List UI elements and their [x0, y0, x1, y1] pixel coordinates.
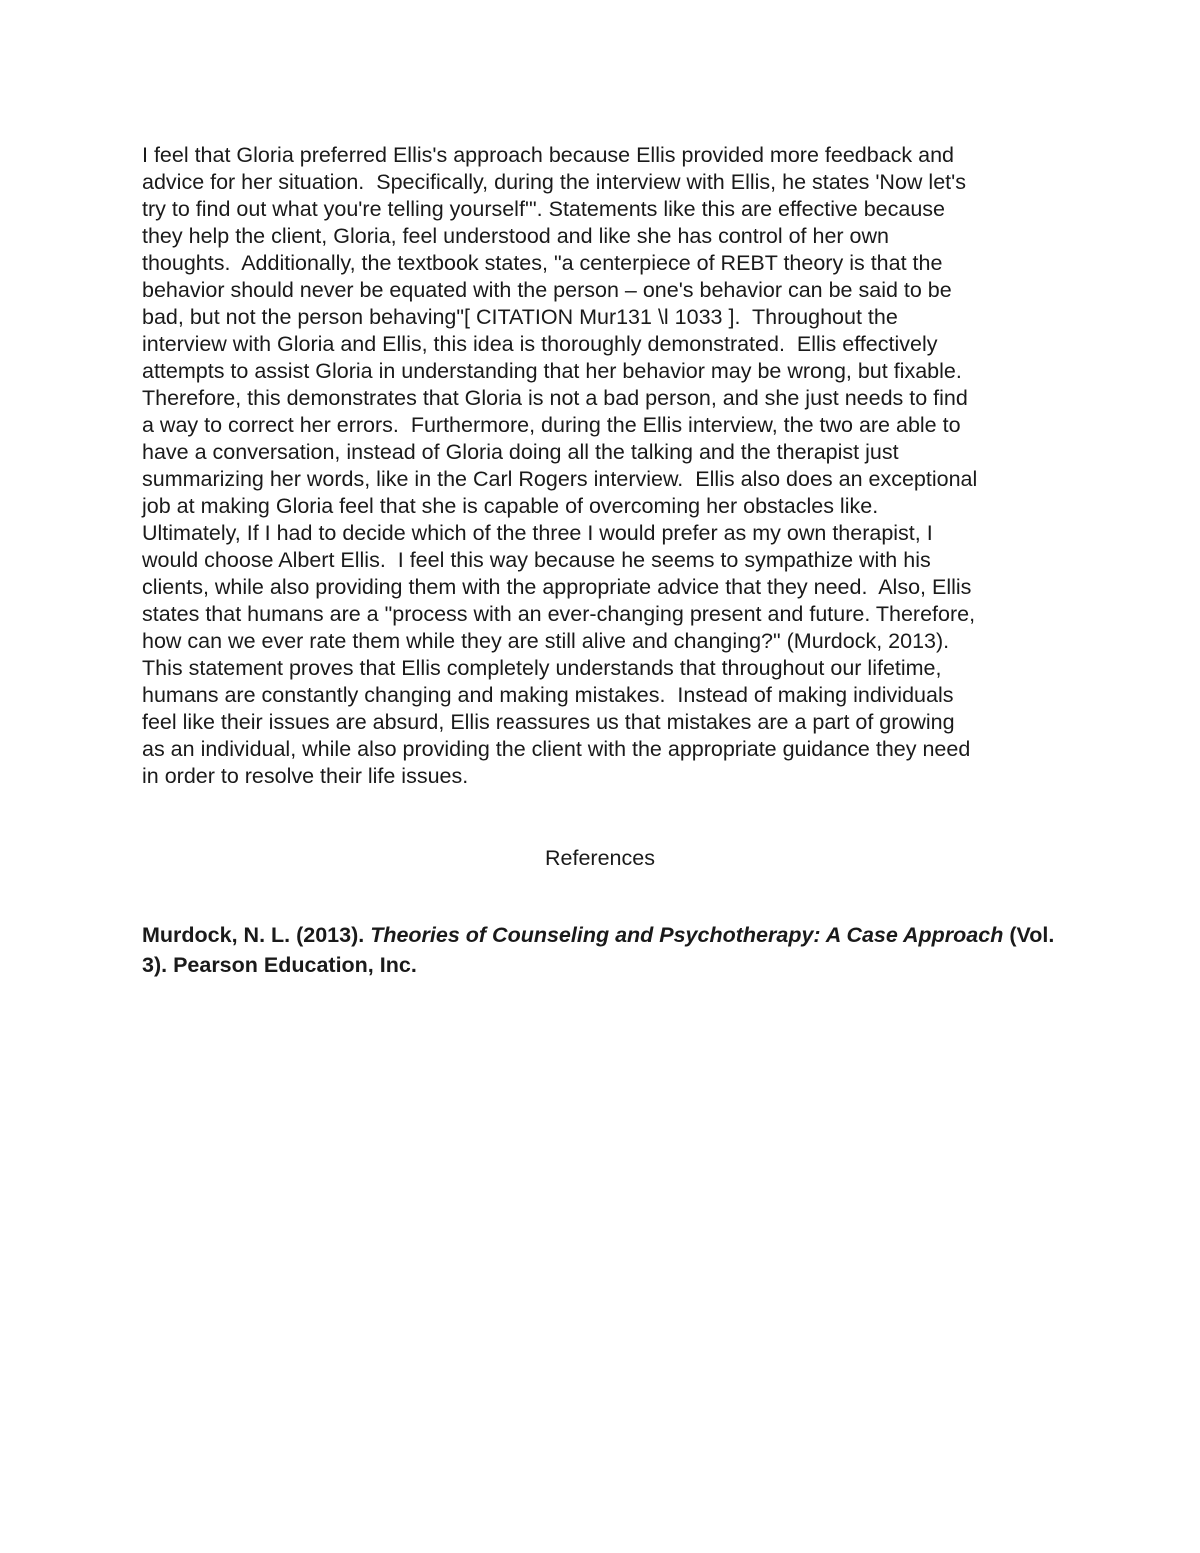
reference-title: Theories of Counseling and Psychotherapy: A Case Approach: [370, 923, 1004, 947]
paragraph-line: attempts to assist Gloria in understanding that her behavior may be wrong, but fixable.: [142, 359, 962, 383]
paragraph-line: summarizing her words, like in the Carl Rogers interview. Ellis also does an exceptional: [142, 467, 978, 491]
paragraph-line: I feel that Gloria preferred Ellis's approach because Ellis provided more feedback and: [142, 143, 954, 167]
paragraph-line: advice for her situation. Specifically, during the interview with Ellis, he states 'Now let's: [142, 170, 966, 194]
paragraph-line: bad, but not the person behaving"[ CITATION Mur131 \l 1033 ]. Throughout the: [142, 305, 898, 329]
paragraph-line: in order to resolve their life issues.: [142, 764, 469, 788]
paragraph-line: as an individual, while also providing the client with the appropriate guidance they need: [142, 737, 971, 761]
references-heading: References: [545, 846, 655, 870]
paragraph-line: a way to correct her errors. Furthermore, during the Ellis interview, the two are able to: [142, 413, 961, 437]
paragraph-line: have a conversation, instead of Gloria doing all the talking and the therapist just: [142, 440, 899, 464]
paragraph-line: try to find out what you're telling yourself'". Statements like this are effective because: [142, 197, 945, 221]
reference-author-year: Murdock, N. L. (2013).: [142, 923, 371, 947]
paragraph-line: thoughts. Additionally, the textbook states, "a centerpiece of REBT theory is that the: [142, 251, 943, 275]
reference-publication-info: (Vol. 3). Pearson Education, Inc.: [142, 923, 1055, 977]
paragraph-line: behavior should never be equated with the person – one's behavior can be said to be: [142, 278, 952, 302]
paragraph-line: Ultimately, If I had to decide which of the three I would prefer as my own therapist, I: [142, 521, 933, 545]
paragraph-line: they help the client, Gloria, feel understood and like she has control of her own: [142, 224, 889, 248]
paragraph-line: interview with Gloria and Ellis, this idea is thoroughly demonstrated. Ellis effectively: [142, 332, 938, 356]
paragraph-line: feel like their issues are absurd, Ellis reassures us that mistakes are a part of growing: [142, 710, 955, 734]
paragraph-line: would choose Albert Ellis. I feel this way because he seems to sympathize with his: [142, 548, 931, 572]
paragraph-line: how can we ever rate them while they are still alive and changing?" (Murdock, 2013).: [142, 629, 950, 653]
essay-paragraph: [142, 142, 1062, 790]
paragraph-line: states that humans are a "process with an ever-changing present and future. Therefore,: [142, 602, 976, 626]
paragraph-line: humans are constantly changing and making mistakes. Instead of making individuals: [142, 683, 954, 707]
paragraph-line: Therefore, this demonstrates that Gloria is not a bad person, and she just needs to find: [142, 386, 968, 410]
paragraph-line: clients, while also providing them with the appropriate advice that they need. Also, Ellis: [142, 575, 972, 599]
paragraph-line: job at making Gloria feel that she is capable of overcoming her obstacles like.: [142, 494, 879, 518]
paragraph-line: This statement proves that Ellis completely understands that throughout our lifetime,: [142, 656, 942, 680]
reference-entry: [142, 920, 1062, 980]
